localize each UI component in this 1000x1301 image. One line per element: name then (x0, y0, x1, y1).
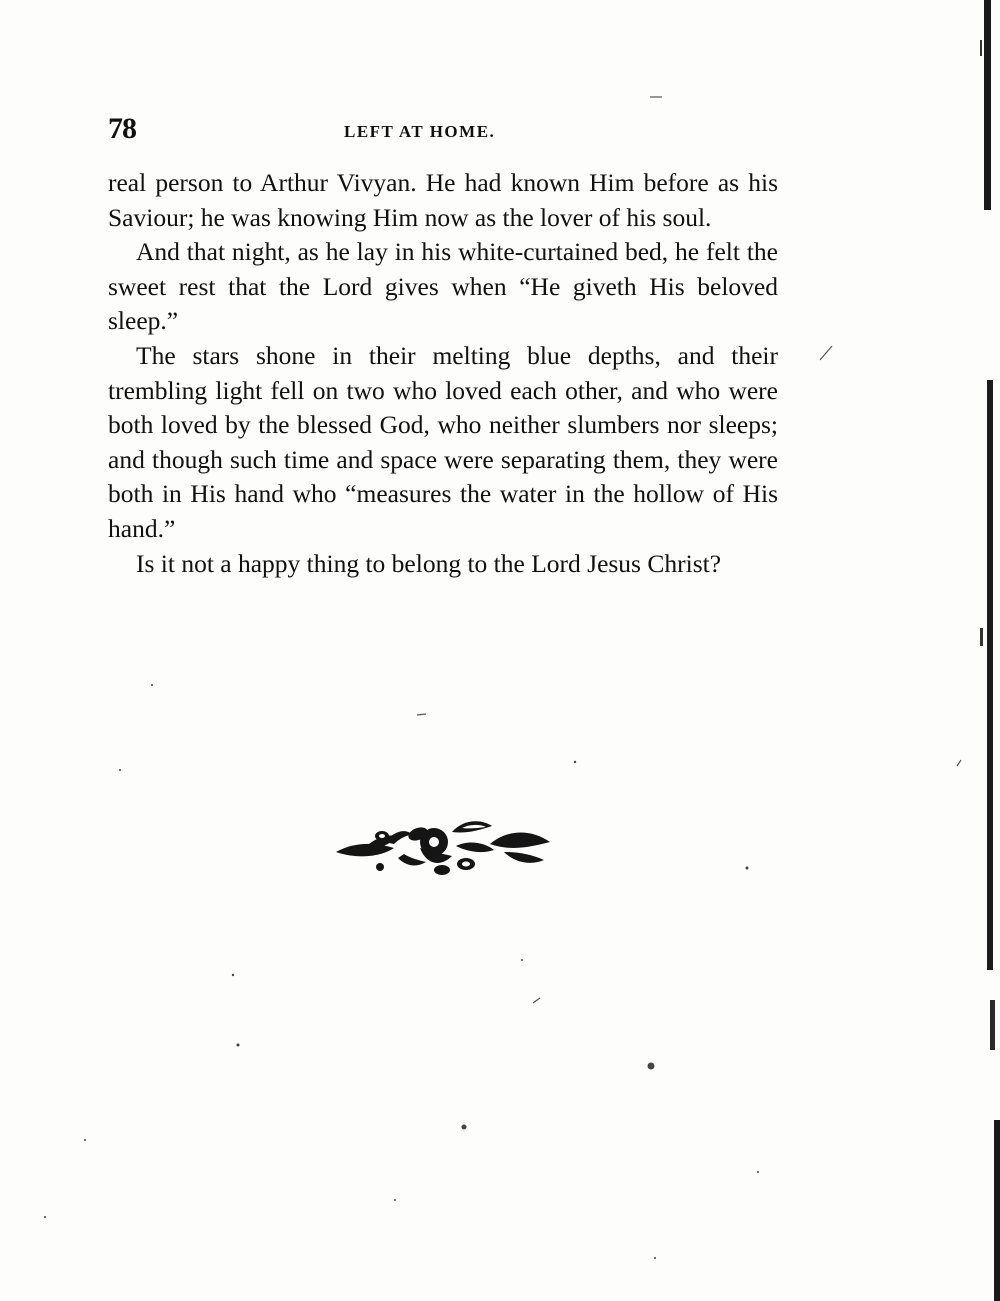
paragraph-night-rest: And that night, as he lay in his white-curtained bed, he felt the sweet rest that the Lord gives when “He giveth His beloved sleep.” (108, 237, 778, 336)
paragraph-closing-question: Is it not a happy thing to belong to the Lord Jesus Christ? (136, 548, 722, 578)
running-title: LEFT AT HOME. (344, 122, 496, 141)
binding-edge-shadow (960, 0, 1000, 1301)
running-head (108, 112, 778, 152)
paragraph-continuation: real person to Arthur Vivyan. He had known Him before as his Saviour; he was knowing Him now as the lover of his soul. (108, 168, 778, 232)
page-number: 78 (108, 112, 136, 145)
body-text (108, 166, 778, 581)
paragraph-stars: The stars shone in their melting blue depths, and their trembling light fell on two who loved each other, and who were both loved by the blessed God, who neither slumbers nor sleeps; and though such time and space were separating them, they were both in His hand who “measures the water in the hollow of His hand.” (108, 340, 778, 543)
floral-tailpiece-icon (334, 812, 554, 882)
